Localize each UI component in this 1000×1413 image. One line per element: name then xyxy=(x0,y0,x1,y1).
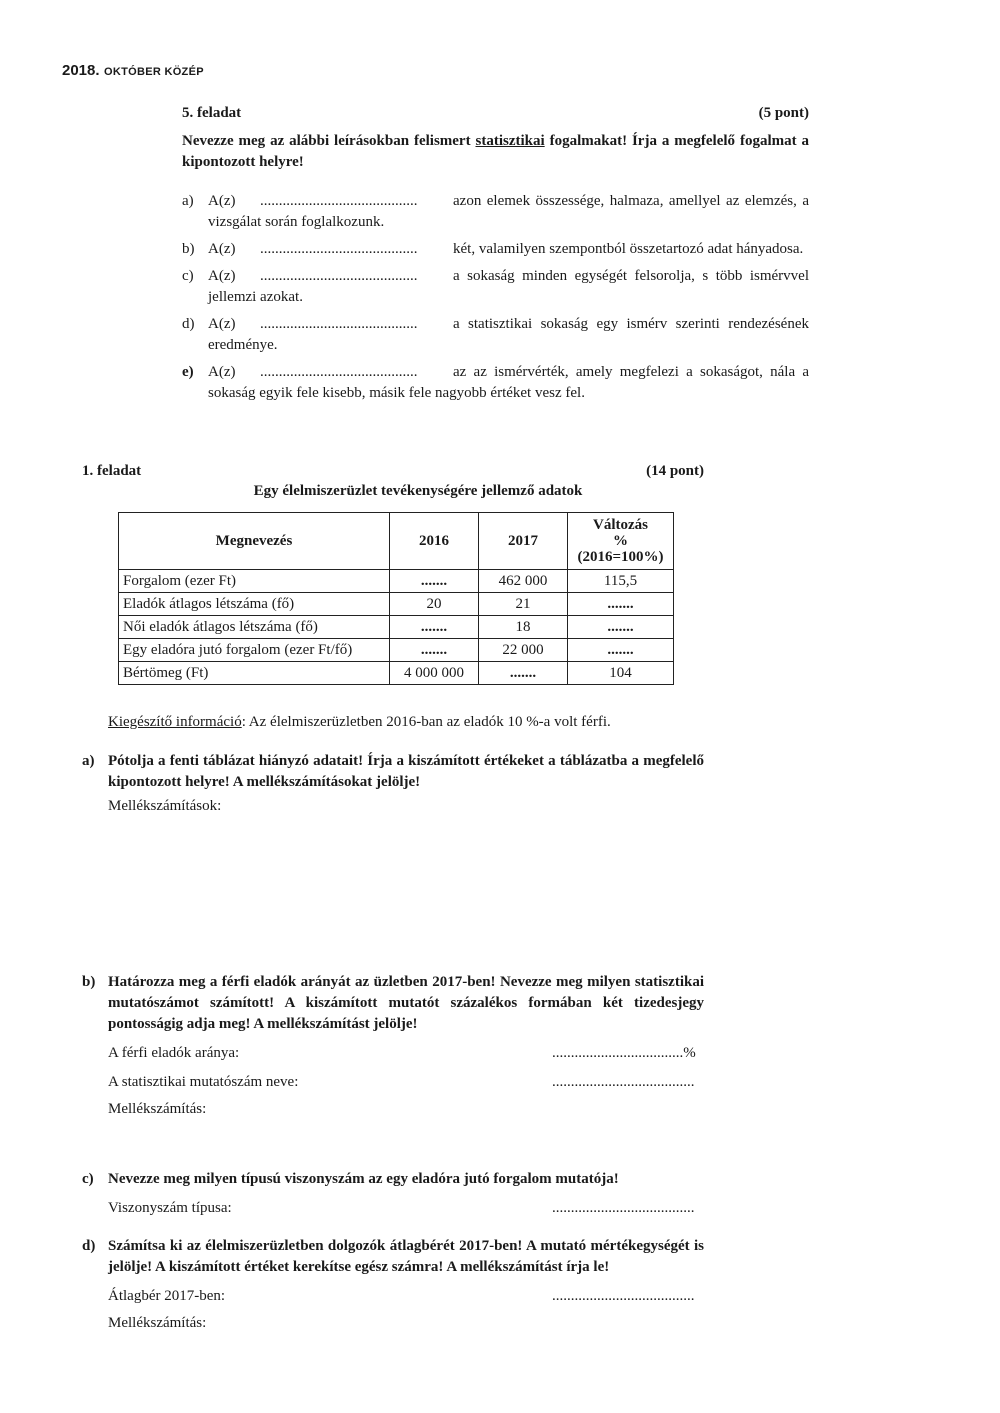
item-label: e) xyxy=(182,364,194,380)
data-table xyxy=(118,512,674,685)
task1-title: 1. feladat xyxy=(82,463,142,479)
item-text: azon elemek összessége, halmaza, amellyel az elemzés, a vizsgálat során foglalkozunk. xyxy=(208,193,809,230)
answer-line-type xyxy=(108,1198,704,1219)
cell-value: 4 000 000 xyxy=(390,662,479,685)
extra-info-text: : Az élelmiszerüzletben 2016-ban az eladók 10 %-a volt férfi. xyxy=(241,714,611,730)
item-label: b) xyxy=(182,241,195,257)
task5-title-row xyxy=(182,103,809,124)
answer-label: Átlagbér 2017-ben: xyxy=(108,1288,226,1304)
header-valtozas xyxy=(568,513,674,570)
calc-label: Mellékszámítás: xyxy=(108,1101,207,1117)
answer-blank[interactable]: .......................................... xyxy=(260,364,418,380)
table-title: Egy élelmiszerüzlet tevékenységére jellemző adatok xyxy=(253,483,583,499)
header-2016: 2016 xyxy=(390,513,479,570)
header-title: OKTÓBER KÖZÉP xyxy=(104,66,204,78)
part-b-question xyxy=(82,972,704,1035)
answer-line-name xyxy=(108,1072,704,1093)
table-row xyxy=(119,639,674,662)
answer-label: A férfi eladók aránya: xyxy=(108,1045,240,1061)
item-label: d) xyxy=(182,316,195,332)
row-label: Női eladók átlagos létszáma (fő) xyxy=(119,616,390,639)
cell-value: 18 xyxy=(479,616,568,639)
part-label: d) xyxy=(82,1238,96,1254)
task5-item-a xyxy=(182,191,809,233)
row-label: Bértömeg (Ft) xyxy=(119,662,390,685)
calc-label: Mellékszámítás: xyxy=(108,1315,207,1331)
cell-blank[interactable]: ....... xyxy=(568,593,674,616)
instruction-underlined: statisztikai xyxy=(475,133,545,149)
item-az: A(z) xyxy=(208,364,236,380)
cell-blank[interactable]: ....... xyxy=(479,662,568,685)
cell-value: 22 000 xyxy=(479,639,568,662)
answer-blank[interactable]: .......................................... xyxy=(260,241,418,257)
answer-line-ratio xyxy=(108,1043,704,1064)
cell-blank[interactable]: ....... xyxy=(568,639,674,662)
extra-info-label: Kiegészítő információ xyxy=(108,714,242,730)
header-2017: 2017 xyxy=(479,513,568,570)
task1-title-row xyxy=(82,461,704,482)
cell-blank[interactable]: ....... xyxy=(390,570,479,593)
item-text: a statisztikai sokaság egy ismérv szerinti rendezésének eredménye. xyxy=(208,316,809,353)
part-d-question xyxy=(82,1236,704,1278)
change-header-line2: % xyxy=(613,533,628,549)
answer-blank[interactable]: .......................................... xyxy=(260,268,418,284)
answer-blank[interactable]: .......................................... xyxy=(260,316,418,332)
cell-value: 462 000 xyxy=(479,570,568,593)
cell-value: 115,5 xyxy=(568,570,674,593)
part-text: Nevezze meg milyen típusú viszonyszám az egy eladóra jutó forgalom mutatója! xyxy=(108,1171,619,1187)
part-text: Pótolja a fenti táblázat hiányzó adatait! Írja a kiszámított értékeket a táblázatba a megfelelő kipontozott helyre! A mellékszámításokat jelölje! xyxy=(108,753,704,790)
answer-label: Viszonyszám típusa: xyxy=(108,1200,232,1216)
instruction-text-end: fogalmakat! Írja a megfelelő fogalmat a kipontozott helyre! xyxy=(182,133,809,170)
part-label: a) xyxy=(82,753,95,769)
item-text: az az ismérvérték, amely megfelezi a sokaságot, nála a sokaság egyik fele kisebb, másik fele nagyobb értéket vesz fel. xyxy=(208,364,809,401)
header-megnevezes: Megnevezés xyxy=(119,513,390,570)
table-row xyxy=(119,570,674,593)
cell-blank[interactable]: ....... xyxy=(568,616,674,639)
header-year: 2018. xyxy=(62,62,100,79)
part-label: b) xyxy=(82,974,96,990)
item-text: két, valamilyen szempontból összetartozó adat hányadosa. xyxy=(453,241,804,257)
item-text: a sokaság minden egységét felsorolja, s több ismérvvel jellemzi azokat. xyxy=(208,268,809,305)
task5-section xyxy=(182,103,809,404)
answer-blank[interactable]: ...................................... xyxy=(552,1288,695,1304)
task5-items xyxy=(182,191,809,404)
answer-blank[interactable]: ...................................% xyxy=(552,1045,696,1061)
answer-blank[interactable]: ...................................... xyxy=(552,1074,695,1090)
calc-label: Mellékszámítások: xyxy=(108,798,222,814)
row-label: Eladók átlagos létszáma (fő) xyxy=(119,593,390,616)
part-d xyxy=(82,1236,704,1334)
item-label: a) xyxy=(182,193,194,209)
answer-line-wage xyxy=(108,1286,704,1307)
task5-instruction xyxy=(182,131,809,173)
part-b xyxy=(82,972,704,1120)
change-header-line1: Változás xyxy=(593,517,648,533)
cell-value: 104 xyxy=(568,662,674,685)
table-row xyxy=(119,662,674,685)
row-label: Forgalom (ezer Ft) xyxy=(119,570,390,593)
task5-item-b xyxy=(182,239,809,260)
answer-blank[interactable]: .......................................... xyxy=(260,193,418,209)
item-az: A(z) xyxy=(208,316,236,332)
part-text: Határozza meg a férfi eladók arányát az üzletben 2017-ben! Nevezze meg milyen statisztikai mutatószámot számított! A kiszámított mutatót százalékos formában két tizedesjegy pontosságig adja meg! A mellékszámítást jelölje! xyxy=(108,974,704,1032)
cell-blank[interactable]: ....... xyxy=(390,639,479,662)
task5-item-c xyxy=(182,266,809,308)
item-az: A(z) xyxy=(208,193,236,209)
part-c xyxy=(82,1169,704,1219)
item-label: c) xyxy=(182,268,194,284)
table-row xyxy=(119,616,674,639)
part-c-question xyxy=(82,1169,704,1190)
instruction-text: Nevezze meg az alábbi leírásokban felismert xyxy=(182,133,476,149)
row-label: Egy eladóra jutó forgalom (ezer Ft/fő) xyxy=(119,639,390,662)
answer-blank[interactable]: ...................................... xyxy=(552,1200,695,1216)
page-header xyxy=(62,62,204,80)
item-az: A(z) xyxy=(208,268,236,284)
cell-blank[interactable]: ....... xyxy=(390,616,479,639)
cell-value: 20 xyxy=(390,593,479,616)
answer-label: A statisztikai mutatószám neve: xyxy=(108,1074,299,1090)
item-az: A(z) xyxy=(208,241,236,257)
task5-points: (5 pont) xyxy=(758,105,809,121)
task5-item-d xyxy=(182,314,809,356)
task5-item-e xyxy=(182,362,809,404)
task5-title: 5. feladat xyxy=(182,105,242,121)
part-label: c) xyxy=(82,1171,94,1187)
cell-value: 21 xyxy=(479,593,568,616)
part-a xyxy=(82,751,704,817)
table-header-row xyxy=(119,513,674,570)
table-row xyxy=(119,593,674,616)
part-text: Számítsa ki az élelmiszerüzletben dolgozók átlagbérét 2017-ben! A mutató mértékegységét is jelölje! A kiszámított értéket kerekítse egész számra! A mellékszámítást írja le! xyxy=(108,1238,704,1275)
extra-info xyxy=(108,712,611,733)
task1-points: (14 pont) xyxy=(646,463,704,479)
part-a-question xyxy=(82,751,704,793)
change-header-line3: (2016=100%) xyxy=(577,549,664,565)
